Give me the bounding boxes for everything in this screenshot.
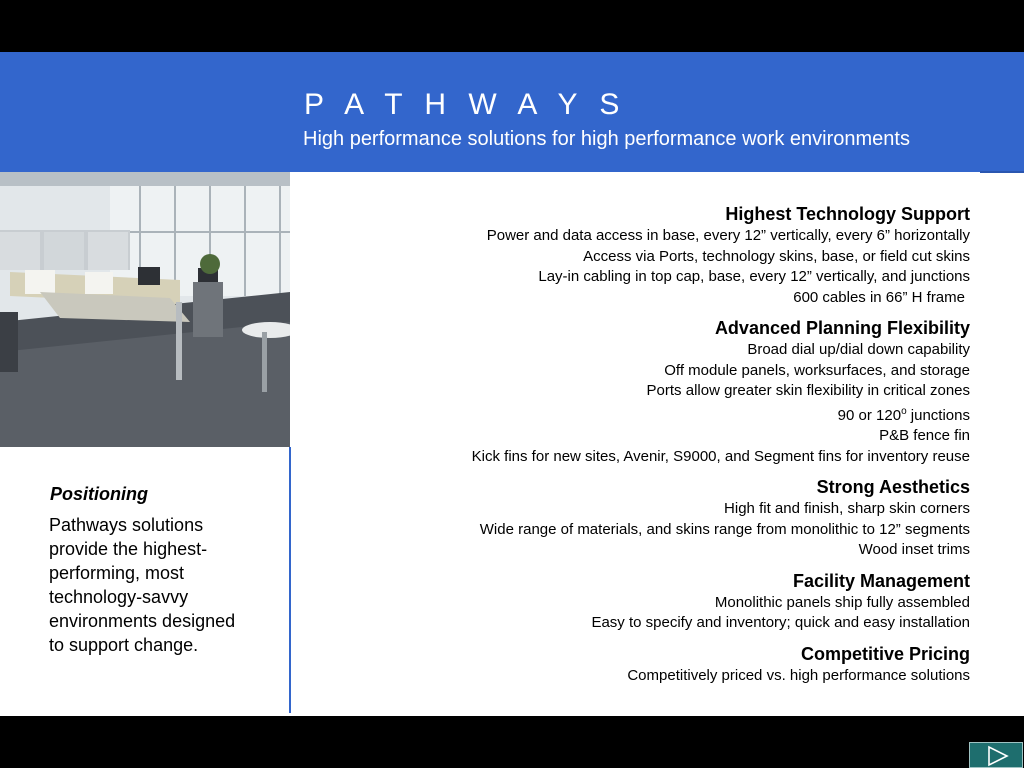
feature-line: P&B fence fin <box>879 427 970 444</box>
feature-title: Competitive Pricing <box>800 643 970 664</box>
feature-list <box>330 202 970 694</box>
play-triangle-icon <box>970 743 1024 769</box>
feature-line: Easy to specify and inventory; quick and easy installation <box>591 614 970 631</box>
feature-title: Strong Aesthetics <box>816 477 970 497</box>
feature-title: Advanced Planning Flexibility <box>714 318 970 338</box>
office-workstation-photo <box>0 172 290 447</box>
feature-line: High fit and finish, sharp skin corners <box>724 500 970 517</box>
feature-planning-flexibility <box>330 316 970 467</box>
feature-title: Facility Management <box>792 570 970 591</box>
positioning-heading: Positioning <box>50 484 148 504</box>
feature-facility-management <box>330 569 970 634</box>
feature-line: 600 cables in 66” H frame <box>793 288 965 306</box>
feature-line: Wood inset trims <box>858 541 970 558</box>
header-accent-line <box>980 171 1024 173</box>
vertical-divider <box>289 447 291 713</box>
feature-line-junctions <box>330 402 970 427</box>
feature-line: Lay-in cabling in top cap, base, every 12” vertically, and junctions <box>538 268 970 285</box>
feature-line: Monolithic panels ship fully assembled <box>714 593 970 611</box>
feature-line: Power and data access in base, every 12” vertically, every 6” horizontally <box>486 227 970 244</box>
feature-competitive-pricing <box>330 642 970 687</box>
page-subtitle: High performance solutions for high performance work environments <box>303 128 910 150</box>
page-title: P A T H W A Y S <box>304 88 627 121</box>
feature-line: Broad dial up/dial down capability <box>747 341 970 358</box>
top-letterbox-bar <box>0 0 1024 52</box>
feature-aesthetics <box>330 475 970 561</box>
bottom-letterbox-bar <box>0 716 1024 768</box>
feature-line: Access via Ports, technology skins, base, or field cut skins <box>583 247 970 265</box>
feature-line: Kick fins for new sites, Avenir, S9000, and Segment fins for inventory reuse <box>471 447 970 465</box>
feature-title: Highest Technology Support <box>725 204 970 224</box>
next-slide-button[interactable] <box>969 742 1023 768</box>
junctions-text: 90 or 120$^o$ junctions <box>837 405 970 424</box>
feature-line: Competitively priced vs. high performance solutions <box>627 666 970 684</box>
feature-line: Wide range of materials, and skins range from monolithic to 12” segments <box>479 520 970 538</box>
feature-line: Off module panels, worksurfaces, and storage <box>664 361 970 379</box>
feature-line: Ports allow greater skin flexibility in critical zones <box>646 382 970 399</box>
feature-technology-support <box>330 202 970 308</box>
positioning-text: Pathways solutions provide the highest-performing, most technology-savvy environments designed to support change. <box>49 515 236 655</box>
degree-superscript: o <box>901 405 907 417</box>
